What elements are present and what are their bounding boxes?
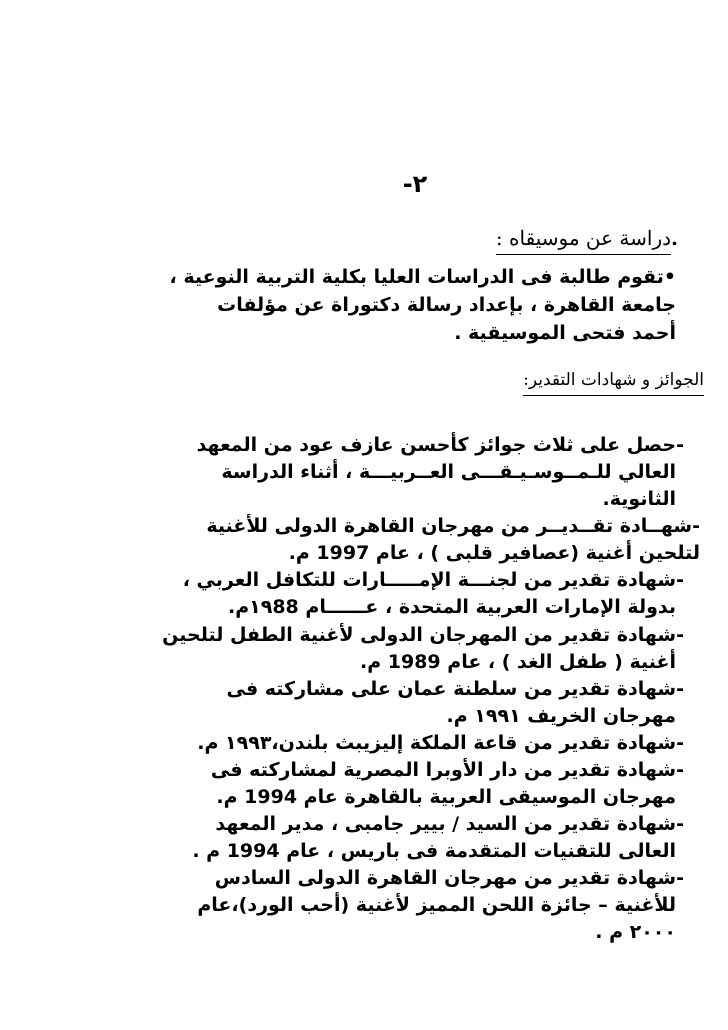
study-heading-bullet: . — [671, 226, 678, 250]
award-line-7: بدولة الإمارات العربية المتحدة ، عــــــام ١٩88م. — [227, 596, 676, 618]
study-line-1: •تقوم طالبة فى الدراسات العليا بكلية التربية النوعية ، — [169, 266, 676, 288]
award-line-6: -شهادة تقدير من لجنـــة الإمـــــارات للتكافل العربي ، — [182, 569, 684, 591]
award-line-9: أغنية ( طفل الغد ) ، عام 1989 م. — [360, 651, 676, 673]
award-line-16: العالى للتقنيات المتقدمة فى باريس ، عام 1994 م . — [192, 840, 676, 862]
award-line-14: مهرجان الموسيقى العربية بالقاهرة عام 1994 م. — [216, 786, 676, 808]
award-line-19: ٢٠٠٠ م . — [595, 921, 676, 943]
awards-heading — [523, 370, 704, 390]
award-line-4: -شهــادة تقــديــر من مهرجان القاهرة الدولى للأغنية — [206, 515, 700, 537]
award-line-8: -شهادة تقدير من المهرجان الدولى لأغنية الطفل لتلحين — [162, 624, 684, 646]
study-line-3: أحمد فتحى الموسيقية . — [454, 322, 676, 344]
award-line-12: -شهادة تقدير من قاعة الملكة إليزيبث بلندن،١٩٩٣ م. — [197, 732, 684, 754]
award-line-11: مهرجان الخريف ١٩٩١ م. — [446, 705, 676, 727]
study-line-2: جامعة القاهرة ، بإعداد رسالة دكتوراة عن مؤلفات — [217, 294, 676, 316]
award-line-13: -شهادة تقدير من دار الأوبرا المصرية لمشاركته فى — [210, 759, 684, 781]
award-line-15: -شهادة تقدير من السيد / بيير جامبى ، مدير المعهد — [215, 813, 684, 835]
study-heading — [496, 226, 678, 250]
award-line-1: -حصل على ثلاث جوائز كأحسن عازف عود من المعهد — [196, 434, 684, 456]
award-line-17: -شهادة تقدير من مهرجان القاهرة الدولى السادس — [214, 867, 684, 889]
award-line-10: -شهادة تقدير من سلطنة عمان على مشاركته فى — [226, 678, 684, 700]
award-line-3: الثانوية. — [602, 488, 676, 510]
award-line-18: للأغنية – جائزة اللحن المميز لأغنية (أحب الورد)،عام — [197, 894, 676, 916]
award-line-5: لتلحين أغنية (عصافير قلبى ) ، عام 1997 م. — [288, 542, 700, 564]
award-line-2: العالي للـمــوسـيـقـــى العــربيـــة ، أثناء الدراسة — [221, 461, 676, 483]
awards-heading-text: الجوائز و شهادات التقدير: — [523, 370, 704, 396]
study-heading-text: دراسة عن موسيقاه : — [496, 226, 671, 255]
page-number: ٢- — [402, 170, 428, 198]
